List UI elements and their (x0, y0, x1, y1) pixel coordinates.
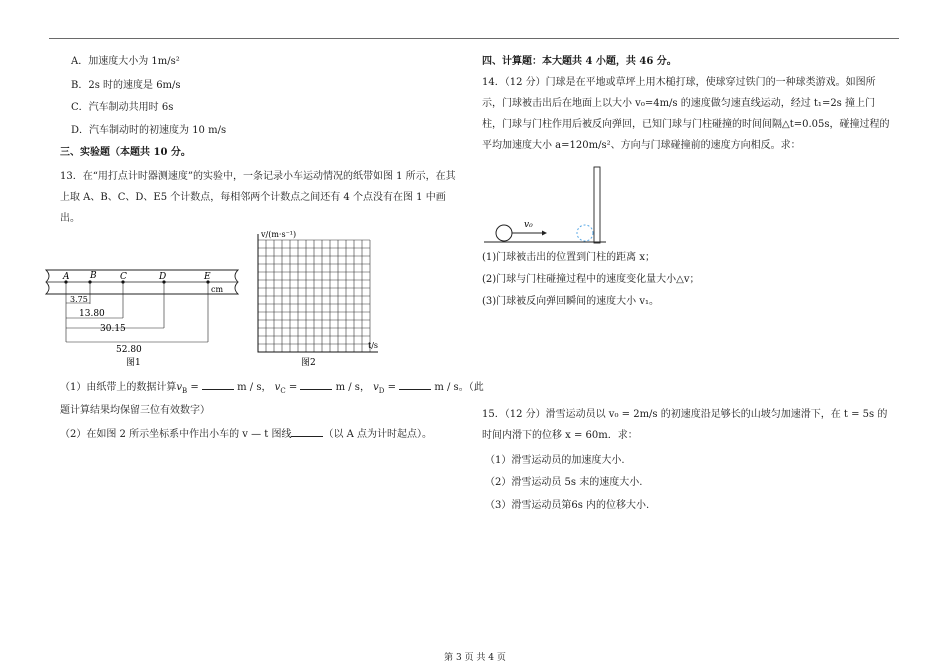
grid-x-label: t/s (368, 341, 379, 350)
grid-y-label: v/(m·s⁻¹) (261, 230, 297, 239)
tape-label-d: D (159, 272, 167, 282)
tape-figure (46, 266, 246, 366)
q15-part2: （2）滑雪运动员 5s 末的速度大小. (485, 477, 643, 488)
ball-initial (496, 225, 512, 241)
q15-stem: 15．（12 分）滑雪运动员以 v₀ = 2m/s 的初速度沿足够长的山坡匀加速滑下，在 t = 5s 的时间内滑下的位移 x = 60m．求： (482, 409, 888, 441)
answer-blank-vb[interactable] (202, 380, 234, 390)
tape-label-e: E (204, 272, 211, 282)
gate-post (594, 167, 600, 243)
ball-at-post (577, 225, 593, 241)
section-3-title: 三、实验题（本题共 10 分。 (60, 147, 191, 158)
q15-part1: （1）滑雪运动员的加速度大小. (485, 455, 625, 466)
q14-stem: 14．（12 分）门球是在平地或草坪上用木槌打球，使球穿过铁门的一种球类游戏。如图所示，门球被击出后在地面上以大小 v₀=4m/s 的速度做匀速直线运动，经过 t₁=2s 撞上门柱，门球与门柱作用后被反向弹回，已知门球与门柱碰撞的时间间隔△t=0.05s，碰撞过程的平均加速度大小 a=120m/s²、方向与门球碰撞前的速度方向相反。求： (482, 77, 890, 151)
q13-part2: （2）在如图 2 所示坐标系中作出小车的 v — t 图线 （以 A 点为计时起点）。 (60, 429, 433, 440)
answer-blank-vd[interactable] (399, 380, 431, 390)
tape-label-c: C (120, 272, 127, 282)
section-4-title: 四、计算题：本大题共 4 小题，共 46 分。 (482, 56, 677, 67)
gateball-figure (484, 165, 609, 245)
velocity-arrowhead (542, 231, 547, 236)
fig2-caption: 图2 (301, 358, 316, 368)
q14-part1: (1)门球被击出的位置到门柱的距离 x； (482, 252, 655, 263)
grid-lines (258, 234, 378, 352)
vt-grid-figure (245, 227, 385, 367)
grid-axes (258, 234, 378, 352)
answer-blank-vt[interactable] (291, 427, 323, 437)
option-a: A．加速度大小为 1m/s² (71, 56, 180, 67)
option-c: C．汽车制动共用时 6s (71, 102, 174, 113)
tape-label-b: B (90, 271, 97, 281)
option-b: B．2s 时的速度是 6m/s (71, 80, 181, 91)
q13-part1-line1: （1）由纸带上的数据计算$v_B = m / s$， $v_C = m / s$， $v_D = m / s$。（此 (60, 382, 484, 395)
page-footer: 第 3 页 共 4 页 (444, 653, 506, 663)
dist-ac: 13.80 (79, 309, 105, 319)
dist-ad: 30.15 (100, 324, 126, 334)
tape-unit: cm (211, 285, 224, 294)
dist-ab: 3.75 (70, 295, 88, 304)
header-rule (49, 38, 899, 39)
q13-stem: 13．在“用打点计时器测速度”的实验中，一条记录小车运动情况的纸带如图 1 所示，在其上取 A、B、C、D、E5 个计数点，每相邻两个计数点之间还有 4 个点没有在图 1 中画出。 (60, 171, 456, 224)
q15-part3: （3）滑雪运动员第6s 内的位移大小. (485, 500, 650, 511)
q14-part2: (2)门球与门柱碰撞过程中的速度变化量大小△v； (482, 274, 700, 285)
q14-part3: (3)门球被反向弹回瞬间的速度大小 v₁。 (482, 296, 660, 307)
option-d: D．汽车制动时的初速度为 10 m/s (71, 125, 227, 136)
velocity-label: v₀ (524, 220, 533, 230)
q13-part1-line2: 题计算结果均保留三位有效数字） (60, 405, 210, 416)
answer-blank-vc[interactable] (300, 380, 332, 390)
tape-label-a: A (63, 272, 70, 282)
dist-ae: 52.80 (116, 345, 142, 355)
fig1-caption: 图1 (126, 358, 141, 368)
